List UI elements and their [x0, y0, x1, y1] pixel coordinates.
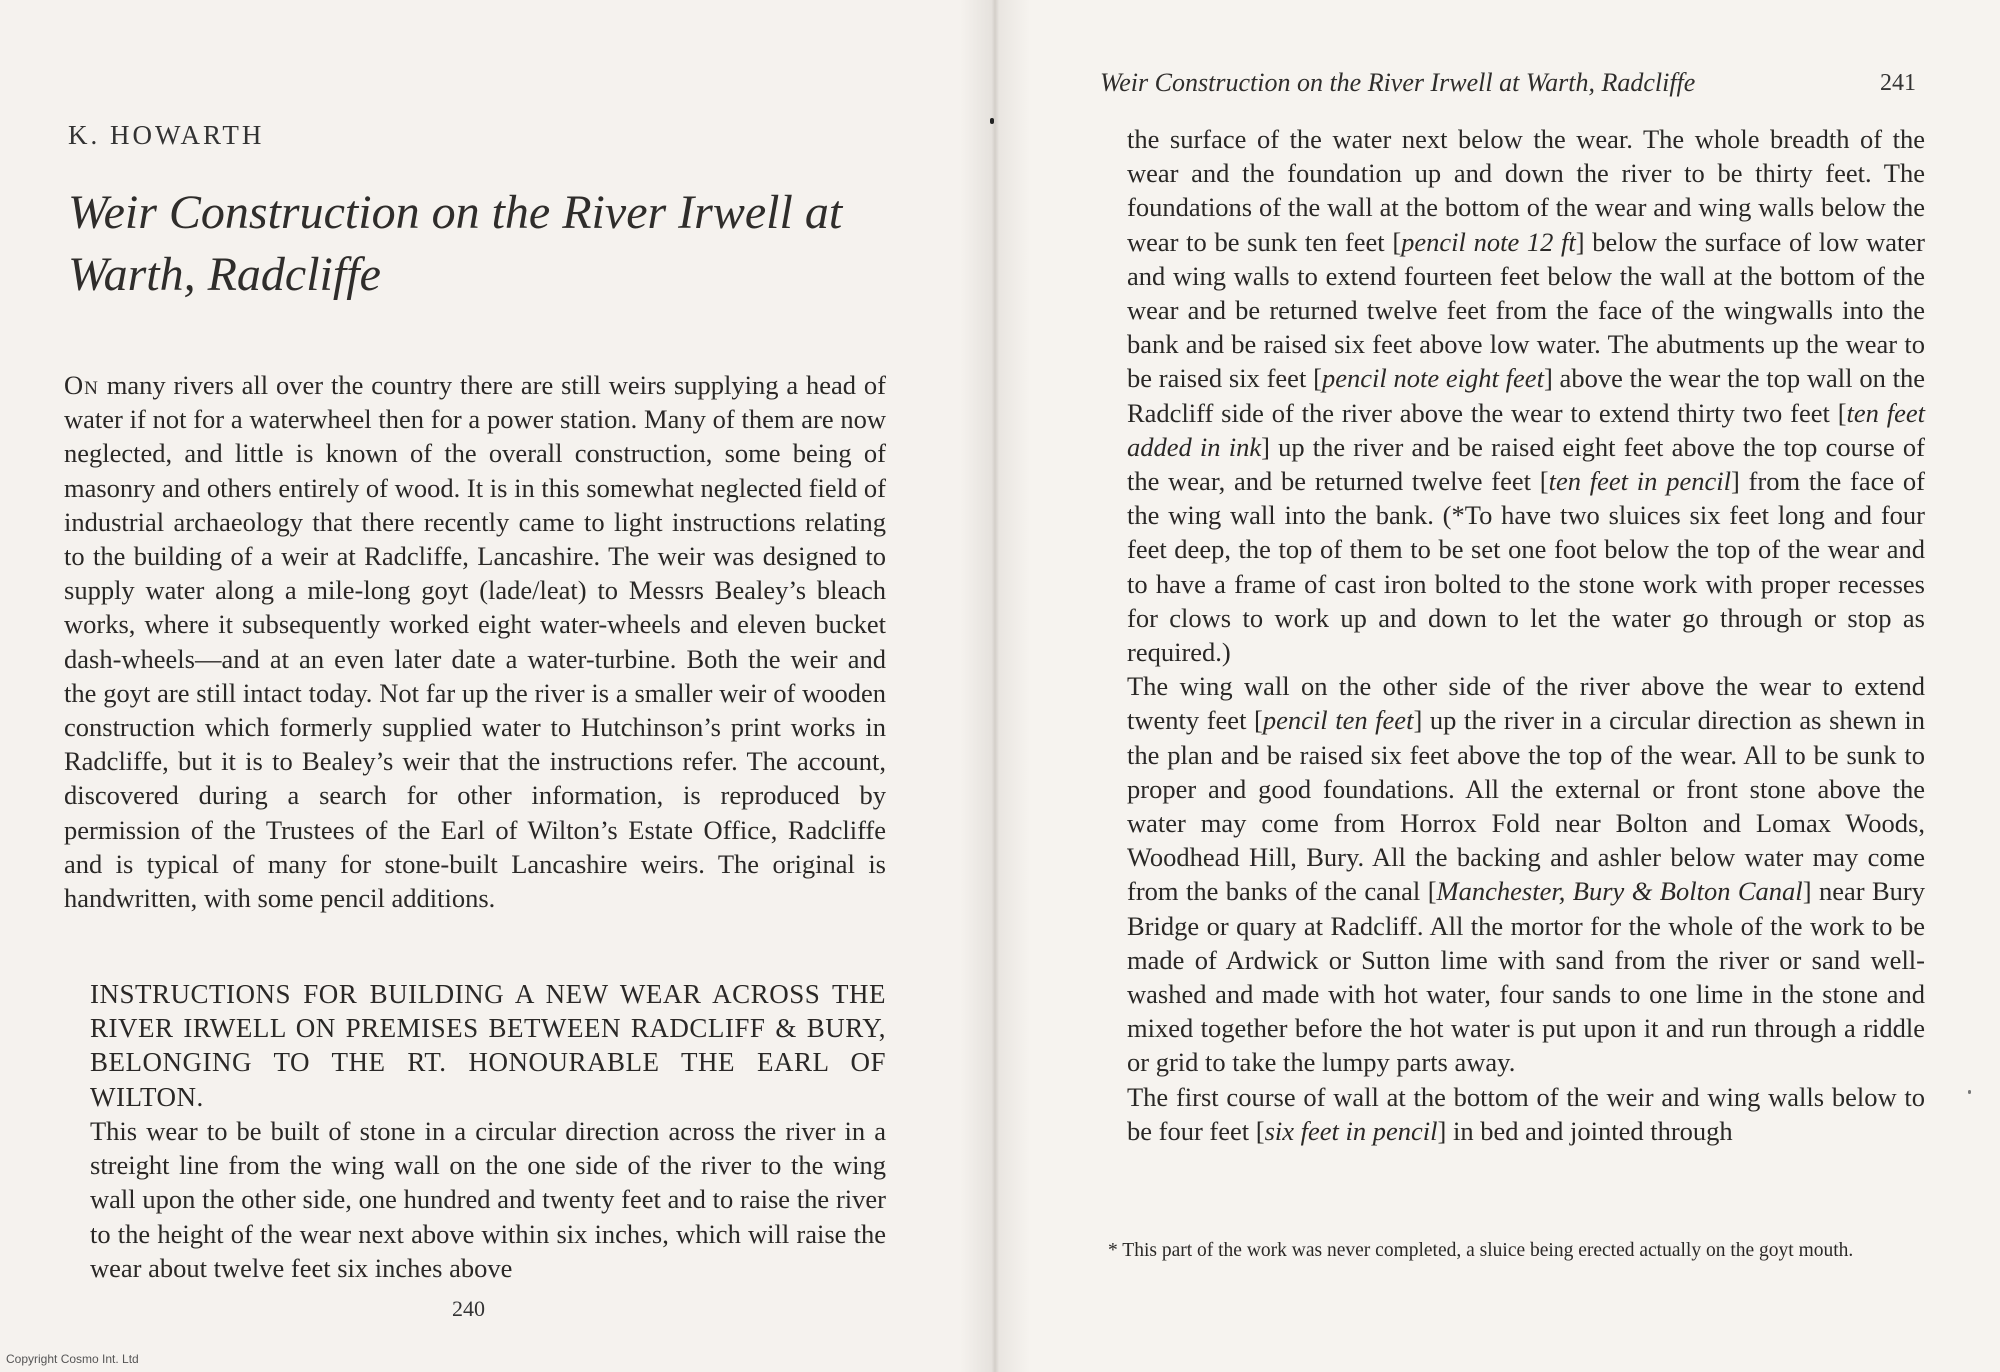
- print-speck: [990, 118, 994, 124]
- paragraph-2: [1127, 669, 1925, 1079]
- pencil-note: pencil note 12 ft: [1401, 226, 1576, 257]
- pencil-note: ten feet in pencil: [1548, 466, 1731, 497]
- right-column-text: [1127, 122, 1925, 1148]
- pencil-note: six feet in pencil: [1264, 1115, 1438, 1146]
- copyright-watermark: Copyright Cosmo Int. Ltd: [6, 1352, 139, 1366]
- text-run: ] near Bury Bridge or quary at Radcliff. All the mortor for the whole of the work to be made of Ardwick or Sutton lime with sand from the river or sand well-washed and made with hot water, four sands to one lime in the stone and mixed together before the hot water is put upon it and run through a riddle or grid to take the lumpy parts away.: [1127, 876, 1925, 1078]
- book-gutter: [960, 0, 1030, 1372]
- pencil-note: pencil note eight feet: [1321, 363, 1544, 394]
- text-run: ] up the river in a circular direction as shewn in the plan and be raised six feet above the top of the wear. All to be sunk to proper and good foundations. All the external or front stone above the water may come from Horrox Fold near Bolton and Lomax Woods, Woodhead Hill, Bury. All the backing and ashler below water may come from the banks of the canal [: [1127, 705, 1926, 907]
- instructions-heading: INSTRUCTIONS FOR BUILDING A NEW WEAR ACROSS THE RIVER IRWELL ON PREMISES BETWEEN RADCLIFF & BURY, BELONGING TO THE RT. HONOURABLE THE EARL OF WILTON.: [90, 979, 886, 1112]
- text-run: ] up the river and be raised eight feet above the top course of the wear, and be returned twelve feet [: [1127, 431, 1926, 497]
- text-run: the surface of the water next below the wear. The whole breadth of the wear and the foundation up and down the river to be thirty feet. The foundations of the wall at the bottom of the wear and wing walls below the wear to be sunk ten feet [: [1127, 124, 1925, 257]
- running-head: Weir Construction on the River Irwell at Warth, Radcliffe: [1100, 68, 1696, 97]
- text-run: The wing wall on the other side of the river above the wear to extend twenty feet [: [1127, 671, 1925, 736]
- page-number-right: 241: [1880, 70, 1916, 96]
- print-speck: [1968, 1090, 1971, 1094]
- article-title: Weir Construction on the River Irwell at Warth, Radcliffe: [68, 186, 843, 301]
- text-run: ] in bed and jointed through: [1437, 1115, 1733, 1146]
- paragraph-1: [1127, 122, 1925, 669]
- text-run: ] below the surface of low water and wing walls to extend fourteen feet below the wall at the bottom of the wear and be returned twelve feet from the face of the wingwalls into the bank and be raised six feet above low water. The abutments up the wear to be raised six feet [: [1127, 226, 1925, 394]
- intro-dropcap: On: [64, 370, 99, 400]
- ink-note: ten feet added in ink: [1127, 397, 1925, 462]
- text-run: ] from the face of the wing wall into the bank. (*To have two sluices six feet long and four feet deep, the top of them to be set one foot below the top of the wear and to have a frame of cast iron bolted to the stone work with proper recesses for clows to work up and down to let the water go through or stop as required.): [1127, 466, 1925, 668]
- text-run: ] above the wear the top wall on the Radcliff side of the river above the wear to extend thirty two feet [: [1127, 363, 1925, 428]
- left-page: [0, 0, 995, 1372]
- footnote-mark: *: [1108, 1240, 1118, 1261]
- text-run: The first course of wall at the bottom of the weir and wing walls below to be four feet [: [1127, 1081, 1925, 1146]
- intro-paragraph: [64, 368, 886, 915]
- author-name: K. HOWARTH: [68, 120, 265, 150]
- footnote: [1100, 1238, 1925, 1264]
- paragraph-3: [1127, 1080, 1925, 1148]
- intro-text: many rivers all over the country there are still weirs supplying a head of water if not for a waterwheel then for a power station. Many of them are now neglected, and little is known of the overall construction, some being of masonry and others entirely of wood. It is in this somewhat neglected field of industrial archaeology that there recently came to light instructions relating to the building of a weir at Radcliffe, Lancashire. The weir was designed to supply water along a mile-long goyt (lade/leat) to Messrs Bealey’s bleach works, where it subsequently worked eight water-wheels and eleven bucket dash-wheels—and at an even later date a water-turbine. Both the weir and the goyt are still intact today. Not far up the river is a smaller weir of wooden construction which formerly supplied water to Hutchinson’s print works in Radcliffe, but it is to Bealey’s weir that the instructions refer. The account, discovered during a search for other information, is reproduced by permission of the Trustees of the Earl of Wilton’s Estate Office, Radcliffe and is typical of many for stone-built Lancashire weirs. The original is handwritten, with some pencil additions.: [64, 370, 886, 914]
- page-number-left: 240: [452, 1296, 485, 1321]
- pencil-note: pencil ten feet: [1262, 705, 1414, 736]
- canal-note: Manchester, Bury & Bolton Canal: [1436, 876, 1803, 907]
- wear-paragraph: This wear to be built of stone in a circular direction across the river in a streight line from the wing wall on the one side of the river to the wing wall upon the other side, one hundred and twenty feet and to raise the river to the height of the wear next above within six inches, which will raise the wear about twelve feet six inches above: [90, 1116, 886, 1283]
- footnote-text: This part of the work was never completed, a sluice being erected actually on the goyt mouth.: [1122, 1240, 1854, 1261]
